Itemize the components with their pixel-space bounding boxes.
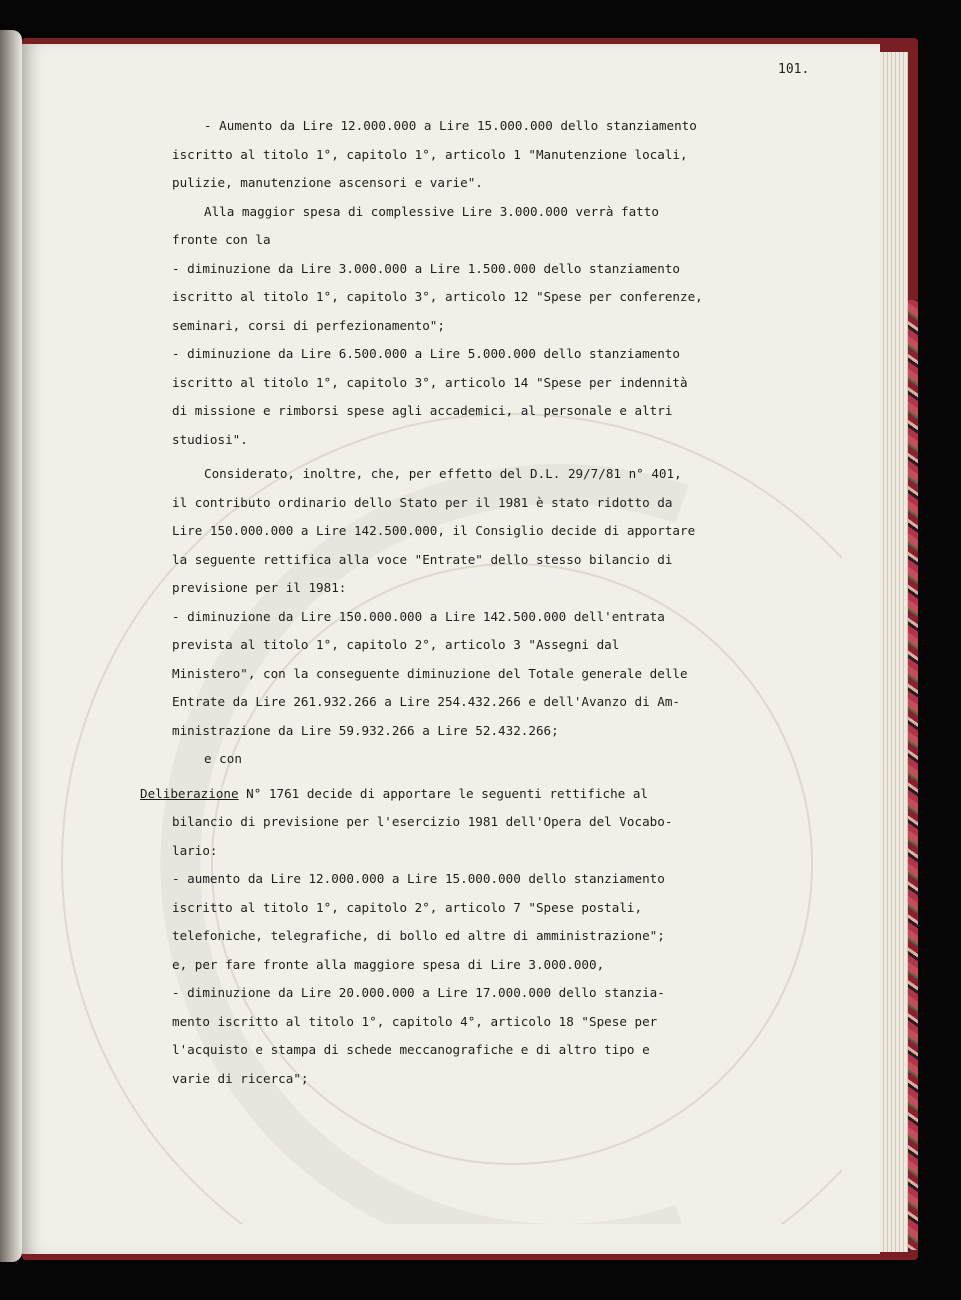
text-line: iscritto al titolo 1°, capitolo 3°, articolo 12 "Spese per conferenze, bbox=[172, 289, 703, 304]
text-line: Ministero", con la conseguente diminuzione del Totale generale delle bbox=[172, 665, 688, 681]
text-line: - diminuzione da Lire 20.000.000 a Lire 17.000.000 dello stanzia- bbox=[172, 985, 665, 1000]
text-line: iscritto al titolo 1°, capitolo 2°, articolo 7 "Spese postali, bbox=[172, 899, 643, 915]
text-line: pulizie, manutenzione ascensori e varie". bbox=[172, 175, 483, 190]
text-line: - diminuzione da Lire 3.000.000 a Lire 1.500.000 dello stanziamento bbox=[172, 260, 680, 276]
text-line: Alla maggior spesa di complessive Lire 3.000.000 verrà fatto bbox=[204, 203, 659, 219]
text-line: telefoniche, telegrafiche, di bollo ed altre di amministrazione"; bbox=[172, 928, 665, 943]
text-line: Lire 150.000.000 a Lire 142.500.000, il Consiglio decide di apportare bbox=[172, 523, 696, 538]
text-line: lario: bbox=[172, 842, 218, 858]
text-line: mento iscritto al titolo 1°, capitolo 4°, articolo 18 "Spese per bbox=[172, 1013, 658, 1029]
text-line: varie di ricerca"; bbox=[172, 1070, 309, 1086]
text-line: studiosi". bbox=[172, 431, 248, 447]
text-line: - diminuzione da Lire 6.500.000 a Lire 5.000.000 dello stanziamento bbox=[172, 346, 680, 361]
text-line: ministrazione da Lire 59.932.266 a Lire 52.432.266; bbox=[172, 722, 559, 738]
body-text bbox=[140, 112, 862, 1093]
page-number: 101. bbox=[778, 62, 810, 77]
text-line bbox=[140, 780, 862, 809]
text-line: Entrate da Lire 261.932.266 a Lire 254.432.266 e dell'Avanzo di Am- bbox=[172, 694, 680, 709]
text-line: Considerato, inoltre, che, per effetto del D.L. 29/7/81 n° 401, bbox=[204, 466, 682, 481]
text-line: - aumento da Lire 12.000.000 a Lire 15.000.000 dello stanziamento bbox=[172, 871, 665, 886]
text-line: iscritto al titolo 1°, capitolo 3°, articolo 14 "Spese per indennità bbox=[172, 374, 688, 390]
text-line: e, per fare fronte alla maggiore spesa di Lire 3.000.000, bbox=[172, 956, 605, 972]
text-line: di missione e rimborsi spese agli accademici, al personale e altri bbox=[172, 403, 673, 418]
book-page bbox=[22, 44, 880, 1254]
text-line: previsione per il 1981: bbox=[172, 580, 347, 595]
text-line: seminari, corsi di perfezionamento"; bbox=[172, 317, 445, 333]
text-line: - Aumento da Lire 12.000.000 a Lire 15.000.000 dello stanziamento bbox=[204, 118, 697, 133]
text-line: il contributo ordinario dello Stato per il 1981 è stato ridotto da bbox=[172, 494, 673, 510]
deliberation-heading: Deliberazione bbox=[140, 785, 239, 801]
text-line: iscritto al titolo 1°, capitolo 1°, articolo 1 "Manutenzione locali, bbox=[172, 146, 688, 162]
text-line: prevista al titolo 1°, capitolo 2°, articolo 3 "Assegni dal bbox=[172, 637, 620, 652]
text-line: l'acquisto e stampa di schede meccanografiche e di altro tipo e bbox=[172, 1042, 650, 1057]
text-line: la seguente rettifica alla voce "Entrate" dello stesso bilancio di bbox=[172, 551, 673, 567]
text-line: fronte con la bbox=[172, 232, 271, 247]
text-line: e con bbox=[204, 751, 242, 766]
text-line: bilancio di previsione per l'esercizio 1981 dell'Opera del Vocabo- bbox=[172, 814, 673, 829]
deliberation-text: N° 1761 decide di apportare le seguenti rettifiche al bbox=[238, 785, 649, 801]
text-line: - diminuzione da Lire 150.000.000 a Lire 142.500.000 dell'entrata bbox=[172, 608, 665, 624]
left-page-edge bbox=[0, 30, 22, 1262]
